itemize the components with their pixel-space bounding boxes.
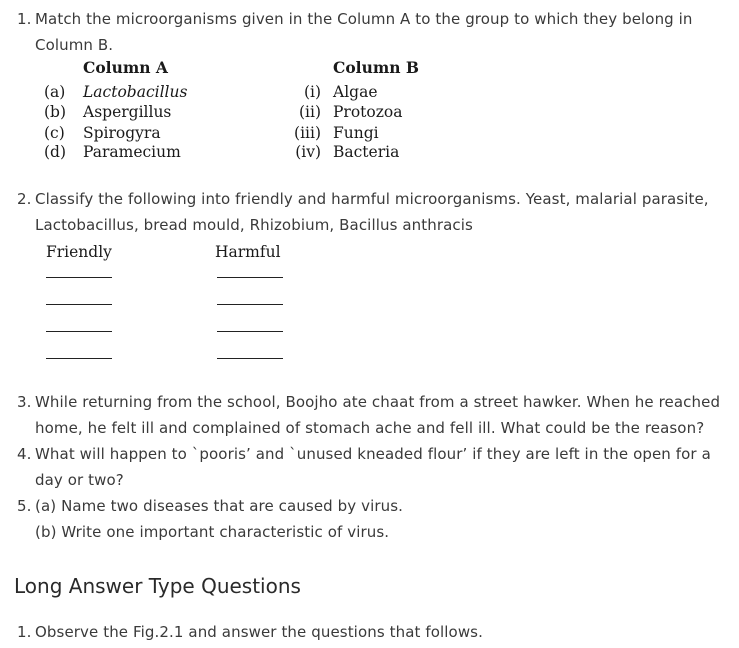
col-a-label-d: (d) <box>44 143 67 161</box>
col-b-item-algae: Algae <box>333 83 378 101</box>
q4-number: 4. <box>17 445 32 463</box>
long-answer-heading: Long Answer Type Questions <box>14 574 301 598</box>
col-b-item-bacteria: Bacteria <box>333 143 400 161</box>
q3-number: 3. <box>17 393 32 411</box>
q3-text-line2: home, he felt ill and complained of stomach ache and fell ill. What could be the reason? <box>35 419 705 437</box>
harmful-blank-3 <box>217 331 283 332</box>
harmful-blank-1 <box>217 277 283 278</box>
friendly-blank-2 <box>46 304 112 305</box>
col-a-item-paramecium: Paramecium <box>83 143 181 161</box>
col-b-item-protozoa: Protozoa <box>333 103 403 121</box>
q2-text-line2: Lactobacillus, bread mould, Rhizobium, Bacillus anthracis <box>35 216 473 234</box>
col-a-label-a: (a) <box>44 83 66 101</box>
col-a-label-c: (c) <box>44 124 65 142</box>
q5-text-line2: (b) Write one important characteristic of virus. <box>35 523 390 541</box>
col-a-item-aspergillus: Aspergillus <box>83 103 172 121</box>
q5-number: 5. <box>17 497 32 515</box>
harmful-header: Harmful <box>215 243 281 261</box>
col-b-item-fungi: Fungi <box>333 124 379 142</box>
col-b-label-ii: (ii) <box>298 103 321 121</box>
harmful-blank-4 <box>217 358 283 359</box>
q1-text-line2: Column B. <box>35 36 114 54</box>
q2-number: 2. <box>17 190 32 208</box>
harmful-blank-2 <box>217 304 283 305</box>
friendly-blank-4 <box>46 358 112 359</box>
column-a-header: Column A <box>83 58 168 77</box>
friendly-blank-3 <box>46 331 112 332</box>
q4-text-line1: What will happen to `pooris’ and `unused kneaded flour’ if they are left in the open for a <box>35 445 711 463</box>
friendly-blank-1 <box>46 277 112 278</box>
col-a-item-lactobacillus: Lactobacillus <box>83 83 188 101</box>
col-b-label-i: (i) <box>303 83 321 101</box>
col-a-label-b: (b) <box>44 103 67 121</box>
long-q1-number: 1. <box>17 623 32 641</box>
long-q1-text: Observe the Fig.2.1 and answer the questions that follows. <box>35 623 483 641</box>
col-b-label-iii: (iii) <box>294 124 321 142</box>
col-a-item-spirogyra: Spirogyra <box>83 124 161 142</box>
q2-text-line1: Classify the following into friendly and harmful microorganisms. Yeast, malarial parasite, <box>35 190 709 208</box>
column-b-header: Column B <box>333 58 419 77</box>
col-b-label-iv: (iv) <box>295 143 321 161</box>
q3-text-line1: While returning from the school, Boojho ate chaat from a street hawker. When he reached <box>35 393 721 411</box>
friendly-header: Friendly <box>46 243 112 261</box>
q1-number: 1. <box>17 10 32 28</box>
q4-text-line2: day or two? <box>35 471 124 489</box>
q5-text-line1: (a) Name two diseases that are caused by virus. <box>35 497 404 515</box>
q1-text-line1: Match the microorganisms given in the Column A to the group to which they belong in <box>35 10 693 28</box>
